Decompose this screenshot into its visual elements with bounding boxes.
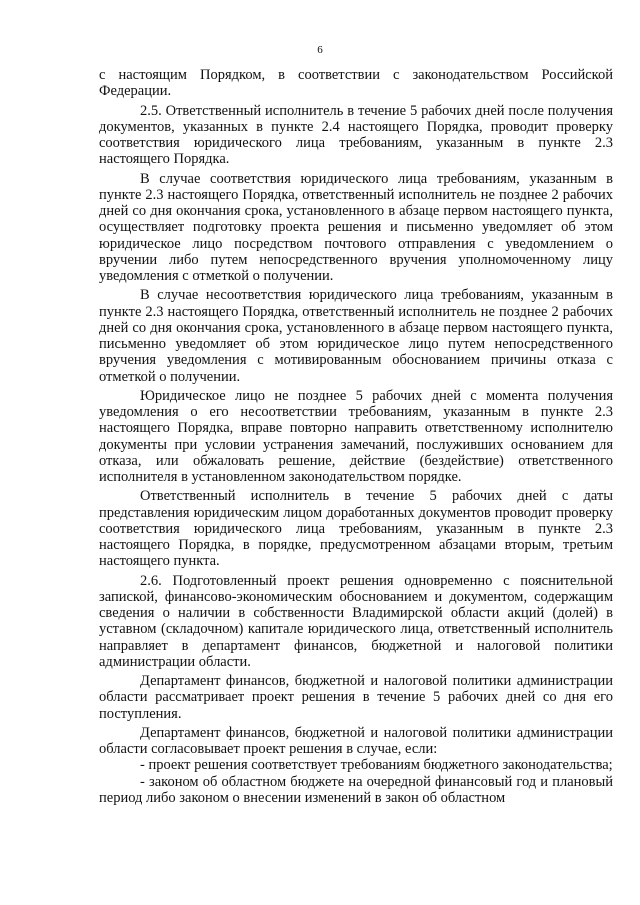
paragraph-recheck: Ответственный исполнитель в течение 5 рабочих дней с даты представления юридическим лицом доработанных документов проводит проверку соответствия юридического лица требованиям, указанным в пункте 2.3 настоящего Порядка, в порядке, предусмотренном абзацами вторым, третьим настоящего пункта.: [99, 488, 613, 570]
paragraph-continuation: с настоящим Порядком, в соответствии с законодательством Российской Федерации.: [99, 67, 613, 100]
document-body: [99, 67, 613, 806]
paragraph-approval-conditions: Департамент финансов, бюджетной и налоговой политики администрации области согласовывает проект решения в случае, если:: [99, 724, 613, 757]
paragraph-review: Департамент финансов, бюджетной и налоговой политики администрации области рассматривает проект решения в течение 5 рабочих дней со дня его поступления.: [99, 673, 613, 722]
paragraph-2-6: 2.6. Подготовленный проект решения одновременно с пояснительной запиской, финансово-экономическим обоснованием и документом, содержащим сведения о наличии в собственности Владимирской области акций (долей) в уставном (складочном) капитале юридического лица, ответственный исполнитель направляет в департамент финансов, бюджетной и налоговой политики администрации области.: [99, 572, 613, 670]
list-item-regional-budget: - законом об областном бюджете на очередной финансовый год и плановый период либо законом о внесении изменений в закон об областном: [99, 773, 613, 806]
paragraph-compliance: В случае соответствия юридического лица требованиям, указанным в пункте 2.3 настоящего Порядка, ответственный исполнитель не позднее 2 рабочих дней со дня окончания срока, установленного в абзаце первом настоящего пункта, осуществляет подготовку проекта решения и письменно уведомляет об этом юридическое лицо посредством почтового отправления с уведомлением о вручении либо путем непосредственного вручения уполномоченному лицу уведомления с отметкой о получении.: [99, 170, 613, 284]
page-number: 6: [317, 44, 323, 56]
paragraph-resubmission: Юридическое лицо не позднее 5 рабочих дней с момента получения уведомления о его несоответствии требованиям, указанным в пункте 2.3 настоящего Порядка, вправе повторно направить ответственному исполнителю документы при условии устранения замечаний, послуживших основанием для отказа, или обжаловать решение, действие (бездействие) ответственного исполнителя в установленном законодательством порядке.: [99, 387, 613, 485]
paragraph-noncompliance: В случае несоответствия юридического лица требованиям, указанным в пункте 2.3 настоящего Порядка, ответственный исполнитель не позднее 2 рабочих дней со дня окончания срока, установленного в абзаце первом настоящего пункта, письменно уведомляет об этом юридическое лицо путем непосредственного вручения уведомления с мотивированным обоснованием причины отказа с отметкой о получении.: [99, 287, 613, 385]
paragraph-2-5: 2.5. Ответственный исполнитель в течение 5 рабочих дней после получения документов, указанных в пункте 2.4 настоящего Порядка, проводит проверку соответствия юридического лица требованиям, указанным в пункте 2.3 настоящего Порядка.: [99, 102, 613, 168]
list-item-budget-law: - проект решения соответствует требованиям бюджетного законодательства;: [140, 757, 613, 774]
